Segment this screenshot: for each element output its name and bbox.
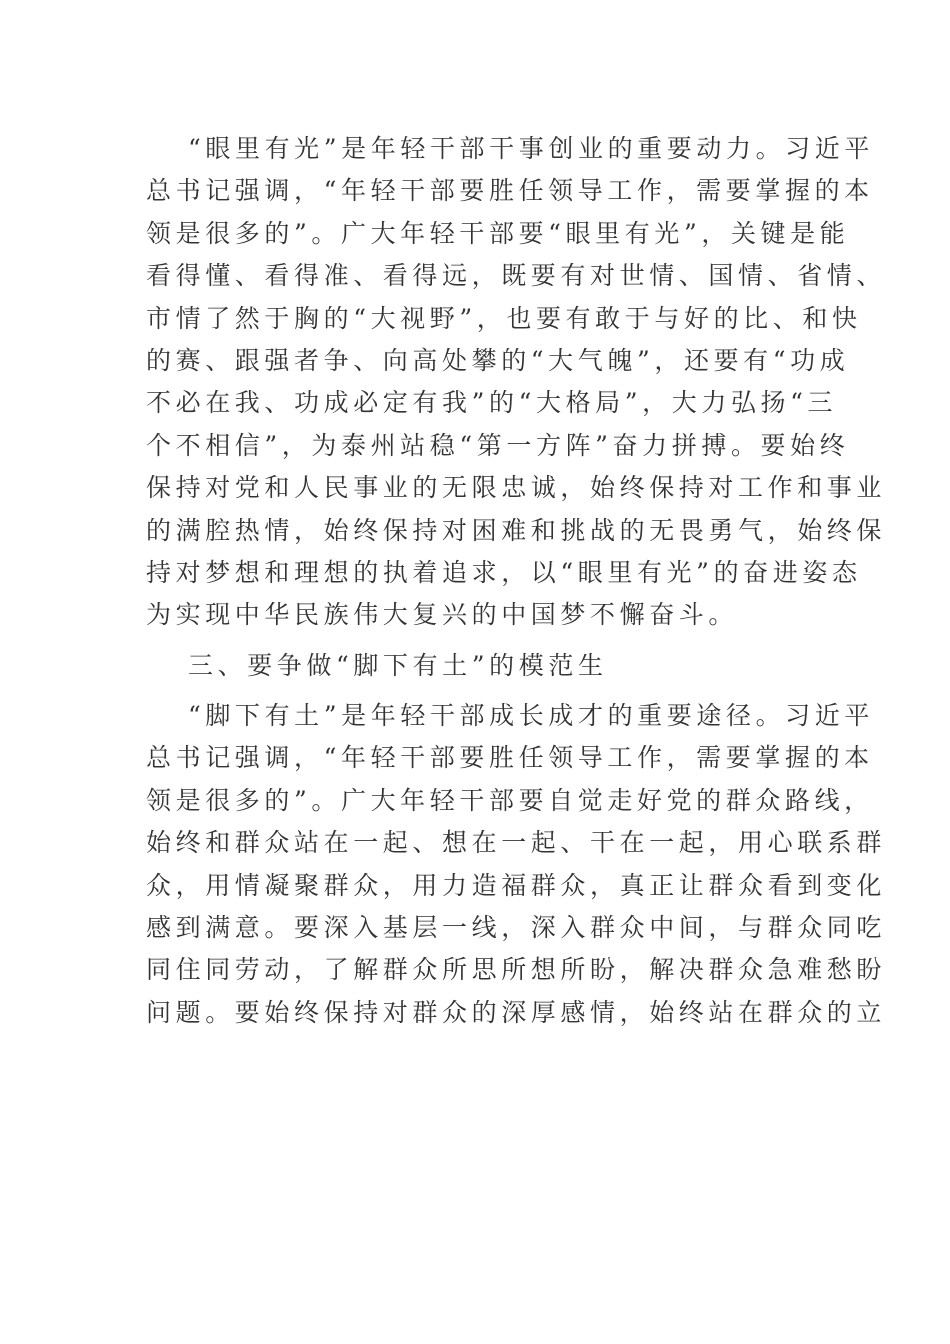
text-line: 看得懂、看得准、看得远，既要有对世情、国情、省情、 [146,261,887,291]
paragraph-eyes-have-light [146,128,887,637]
document-body [146,128,887,1034]
text-line: 领是很多的”。广大年轻干部要自觉走好党的群众路线， [146,785,874,815]
text-line: 不必在我、功成必定有我”的“大格局”，大力弘扬“三 [146,388,838,418]
text-line: 持对梦想和理想的执着追求，以“眼里有光”的奋进姿态 [146,557,862,587]
text-line: 为实现中华民族伟大复兴的中国梦不懈奋斗。 [146,600,739,630]
text-line: 问题。要始终保持对群众的深厚感情，始终站在群众的立 [146,997,887,1027]
text-line: 保持对党和人民事业的无限忠诚，始终保持对工作和事业 [146,473,887,503]
text-line: 感到满意。要深入基层一线，深入群众中间，与群众同吃 [146,913,887,943]
text-line: 总书记强调，“年轻干部要胜任领导工作，需要掌握的本 [146,743,874,773]
text-line: 同住同劳动，了解群众所思所想所盼，解决群众急难愁盼 [146,955,887,985]
text-line: 个不相信”，为泰州站稳“第一方阵”奋力拼搏。要始终 [146,430,850,460]
text-line: 的赛、跟强者争、向高处攀的“大气魄”，还要有“功成 [146,345,850,375]
text-line: “脚下有土”是年轻干部成长成才的重要途径。习近平 [188,701,874,731]
text-line: 众，用情凝聚群众，用力造福群众，真正让群众看到变化 [146,870,887,900]
text-line: 的满腔热情，始终保持对困难和挑战的无畏勇气，始终保 [146,515,887,545]
text-line: 总书记强调，“年轻干部要胜任领导工作，需要掌握的本 [146,176,874,206]
paragraph-feet-on-soil [146,695,887,1034]
text-line: 市情了然于胸的“大视野”，也要有敢于与好的比、和快 [146,303,862,333]
section-heading: 三、要争做“脚下有土”的模范生 [188,650,608,680]
text-line: 始终和群众站在一起、想在一起、干在一起，用心联系群 [146,828,887,858]
text-line: 领是很多的”。广大年轻干部要“眼里有光”，关键是能 [146,218,850,248]
text-line: “眼里有光”是年轻干部干事创业的重要动力。习近平 [188,134,874,163]
